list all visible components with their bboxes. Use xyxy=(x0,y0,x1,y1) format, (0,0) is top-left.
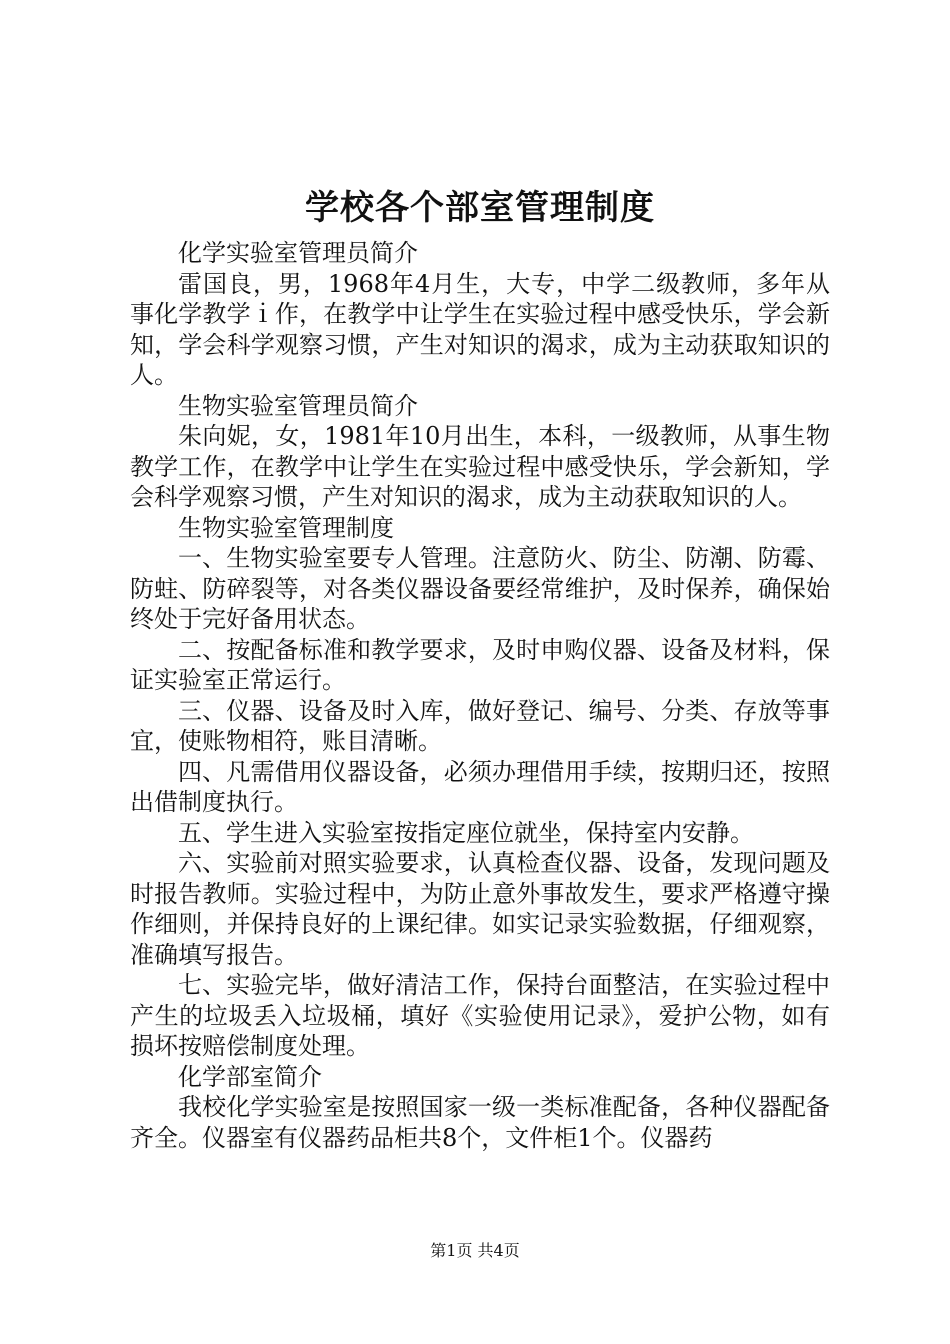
paragraph-chem-room-heading: 化学部室简介 xyxy=(178,1062,322,1091)
paragraph-rule-4: 四、凡需借用仪器设备，必须办理借用手续，按期归还，按照出借制度执行。 xyxy=(130,757,830,816)
document-page xyxy=(130,180,830,1153)
paragraph-rule-6: 六、实验前对照实验要求，认真检查仪器、设备，发现问题及时报告教师。实验过程中，为防止意外事故发生，要求严格遵守操作细则，并保持良好的上课纪律。如实记录实验数据，仔细观察，准确填写报告。 xyxy=(130,849,830,969)
paragraph-bio-lab-rules-heading: 生物实验室管理制度 xyxy=(178,513,394,542)
paragraph-rule-5: 五、学生进入实验室按指定座位就坐，保持室内安静。 xyxy=(178,818,754,847)
paragraph-chem-room-intro: 我校化学实验室是按照国家一级一类标准配备，各种仪器配备齐全。仪器室有仪器药品柜共8个，文件柜1个。仪器药 xyxy=(130,1093,830,1152)
paragraph-rule-1: 一、生物实验室要专人管理。注意防火、防尘、防潮、防霉、防蛀、防碎裂等，对各类仪器设备要经常维护，及时保养，确保始终处于完好备用状态。 xyxy=(130,544,830,633)
paragraph-bio-admin-bio: 朱向妮，女，1981年10月出生，本科，一级教师，从事生物教学工作，在教学中让学生在实验过程中感受快乐，学会新知，学会科学观察习惯，产生对知识的渴求，成为主动获取知识的人。 xyxy=(130,422,830,511)
paragraph-rule-2: 二、按配备标准和教学要求，及时申购仪器、设备及材料，保证实验室正常运行。 xyxy=(130,635,830,694)
document-title: 学校各个部室管理制度 xyxy=(305,188,655,228)
paragraph-rule-7: 七、实验完毕，做好清洁工作，保持台面整洁，在实验过程中产生的垃圾丢入垃圾桶，填好《实验使用记录》，爱护公物，如有损坏按赔偿制度处理。 xyxy=(130,971,830,1060)
page-number-footer: 第1页 共4页 xyxy=(430,1241,520,1260)
paragraph-bio-admin-heading: 生物实验室管理员简介 xyxy=(178,391,418,420)
paragraph-rule-3: 三、仪器、设备及时入库，做好登记、编号、分类、存放等事宜，使账物相符，账目清晰。 xyxy=(130,696,830,755)
paragraph-chem-admin-bio: 雷国良，男，1968年4月生，大专，中学二级教师，多年从事化学教学ｉ作，在教学中让学生在实验过程中感受快乐，学会新知，学会科学观察习惯，产生对知识的渴求，成为主动获取知识的人。 xyxy=(130,269,830,389)
paragraph-chem-admin-heading: 化学实验室管理员简介 xyxy=(178,239,418,267)
